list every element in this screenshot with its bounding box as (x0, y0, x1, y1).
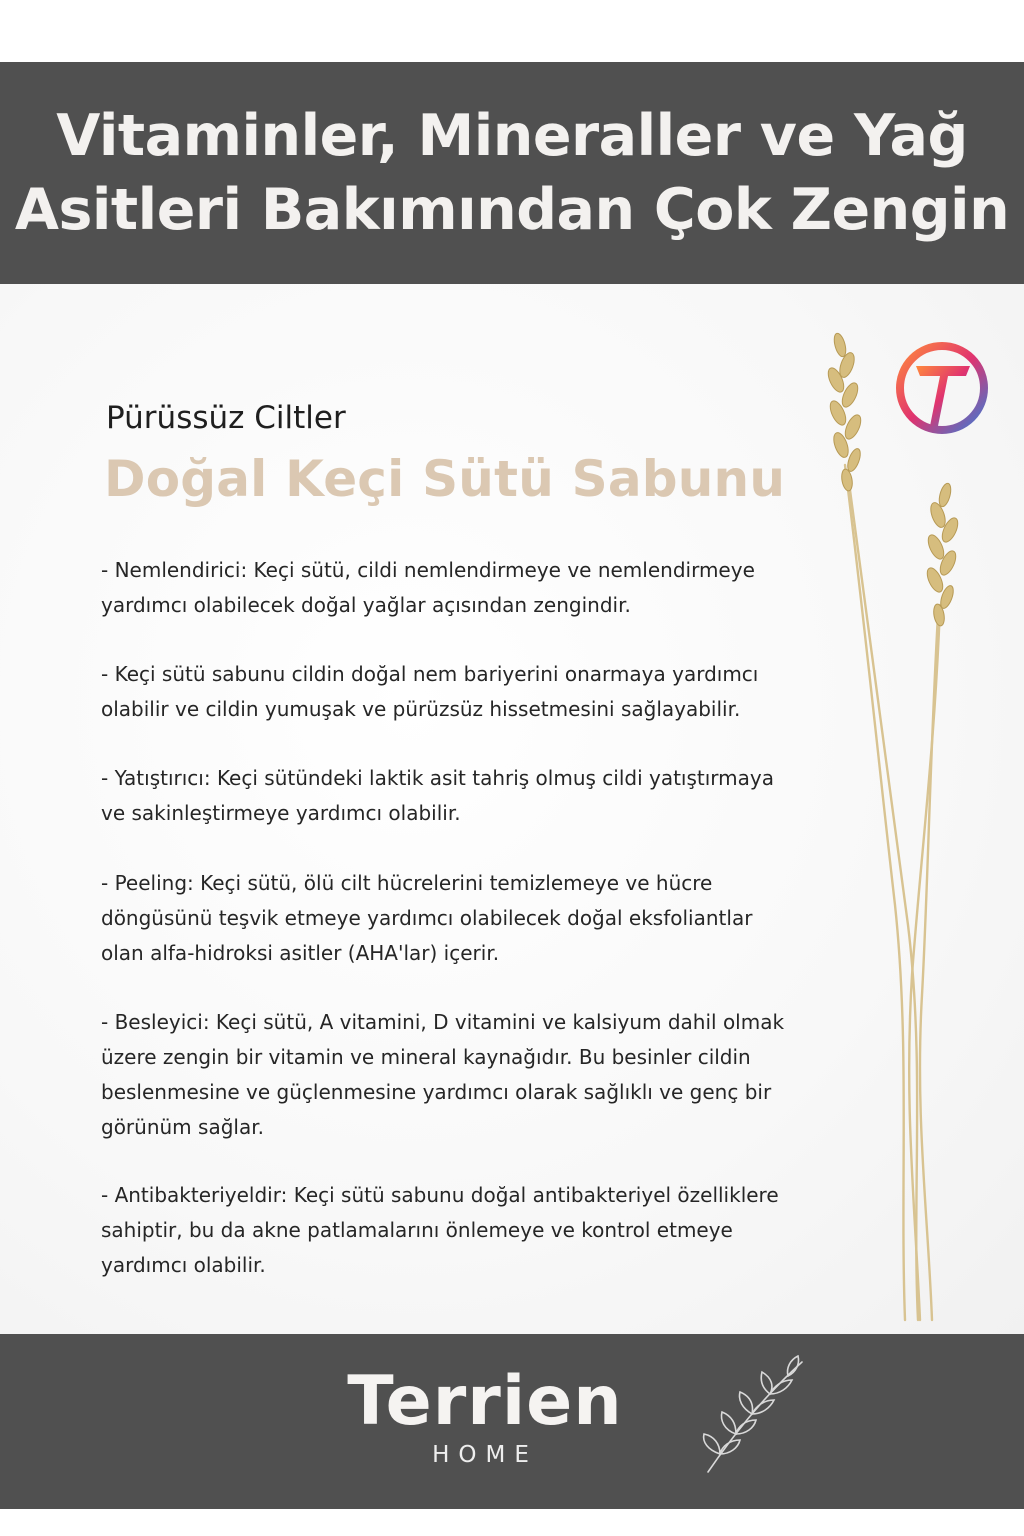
paragraph-line: - Besleyici: Keçi sütü, A vitamini, D vitamini ve kalsiyum dahil olmak (101, 1010, 785, 1034)
paragraph-line: yardımcı olabilecek doğal yağlar açısından zengindir. (101, 593, 631, 617)
header-banner (0, 62, 1024, 284)
brand-name: Terrien (347, 1362, 623, 1441)
brand-subtitle: HOME (432, 1442, 538, 1468)
paragraph-antibacterial (101, 1178, 821, 1283)
top-margin (0, 0, 1024, 62)
bottom-margin (0, 1509, 1024, 1536)
paragraph-peeling (101, 866, 821, 971)
paragraph-line: sahiptir, bu da akne patlamalarını önlemeye ve kontrol etmeye (101, 1218, 733, 1242)
product-subtitle: Pürüssüz Ciltler (106, 400, 346, 436)
paragraph-line: olan alfa-hidroksi asitler (AHA'lar) içerir. (101, 941, 500, 965)
wheat-stalk-icon (820, 325, 1000, 1325)
paragraph-line: - Peeling: Keçi sütü, ölü cilt hücrelerini temizlemeye ve hücre (101, 871, 713, 895)
paragraph-line: - Antibakteriyeldir: Keçi sütü sabunu doğal antibakteriyel özelliklere (101, 1183, 779, 1207)
paragraph-line: - Yatıştırıcı: Keçi sütündeki laktik asit tahriş olmuş cildi yatıştırmaya (101, 766, 775, 790)
paragraph-nourishing (101, 1005, 821, 1145)
paragraph-barrier (101, 657, 821, 727)
t-letter-logo-icon (890, 336, 994, 440)
header-title-line-1: Vitaminler, Mineraller ve Yağ (56, 103, 968, 169)
paragraph-line: döngüsünü teşvik etmeye yardımcı olabilecek doğal eksfoliantlar (101, 906, 753, 930)
paragraph-line: görünüm sağlar. (101, 1115, 264, 1139)
paragraph-line: yardımcı olabilir. (101, 1253, 266, 1277)
paragraph-line: - Keçi sütü sabunu cildin doğal nem bariyerini onarmaya yardımcı (101, 662, 759, 686)
leaf-branch-icon (690, 1350, 820, 1480)
product-title: Doğal Keçi Sütü Sabunu (104, 450, 786, 508)
header-title-line-2: Asitleri Bakımından Çok Zengin (14, 177, 1010, 243)
paragraph-line: üzere zengin bir vitamin ve mineral kaynağıdır. Bu besinler cildin (101, 1045, 751, 1069)
paragraph-line: olabilir ve cildin yumuşak ve pürüzsüz hissetmesini sağlayabilir. (101, 697, 741, 721)
paragraph-moisturizer (101, 553, 821, 623)
paragraph-line: ve sakinleştirmeye yardımcı olabilir. (101, 801, 461, 825)
paragraph-line: beslenmesine ve güçlenmesine yardımcı olarak sağlıklı ve genç bir (101, 1080, 772, 1104)
paragraph-line: - Nemlendirici: Keçi sütü, cildi nemlendirmeye ve nemlendirmeye (101, 558, 755, 582)
paragraph-soothing (101, 761, 821, 831)
